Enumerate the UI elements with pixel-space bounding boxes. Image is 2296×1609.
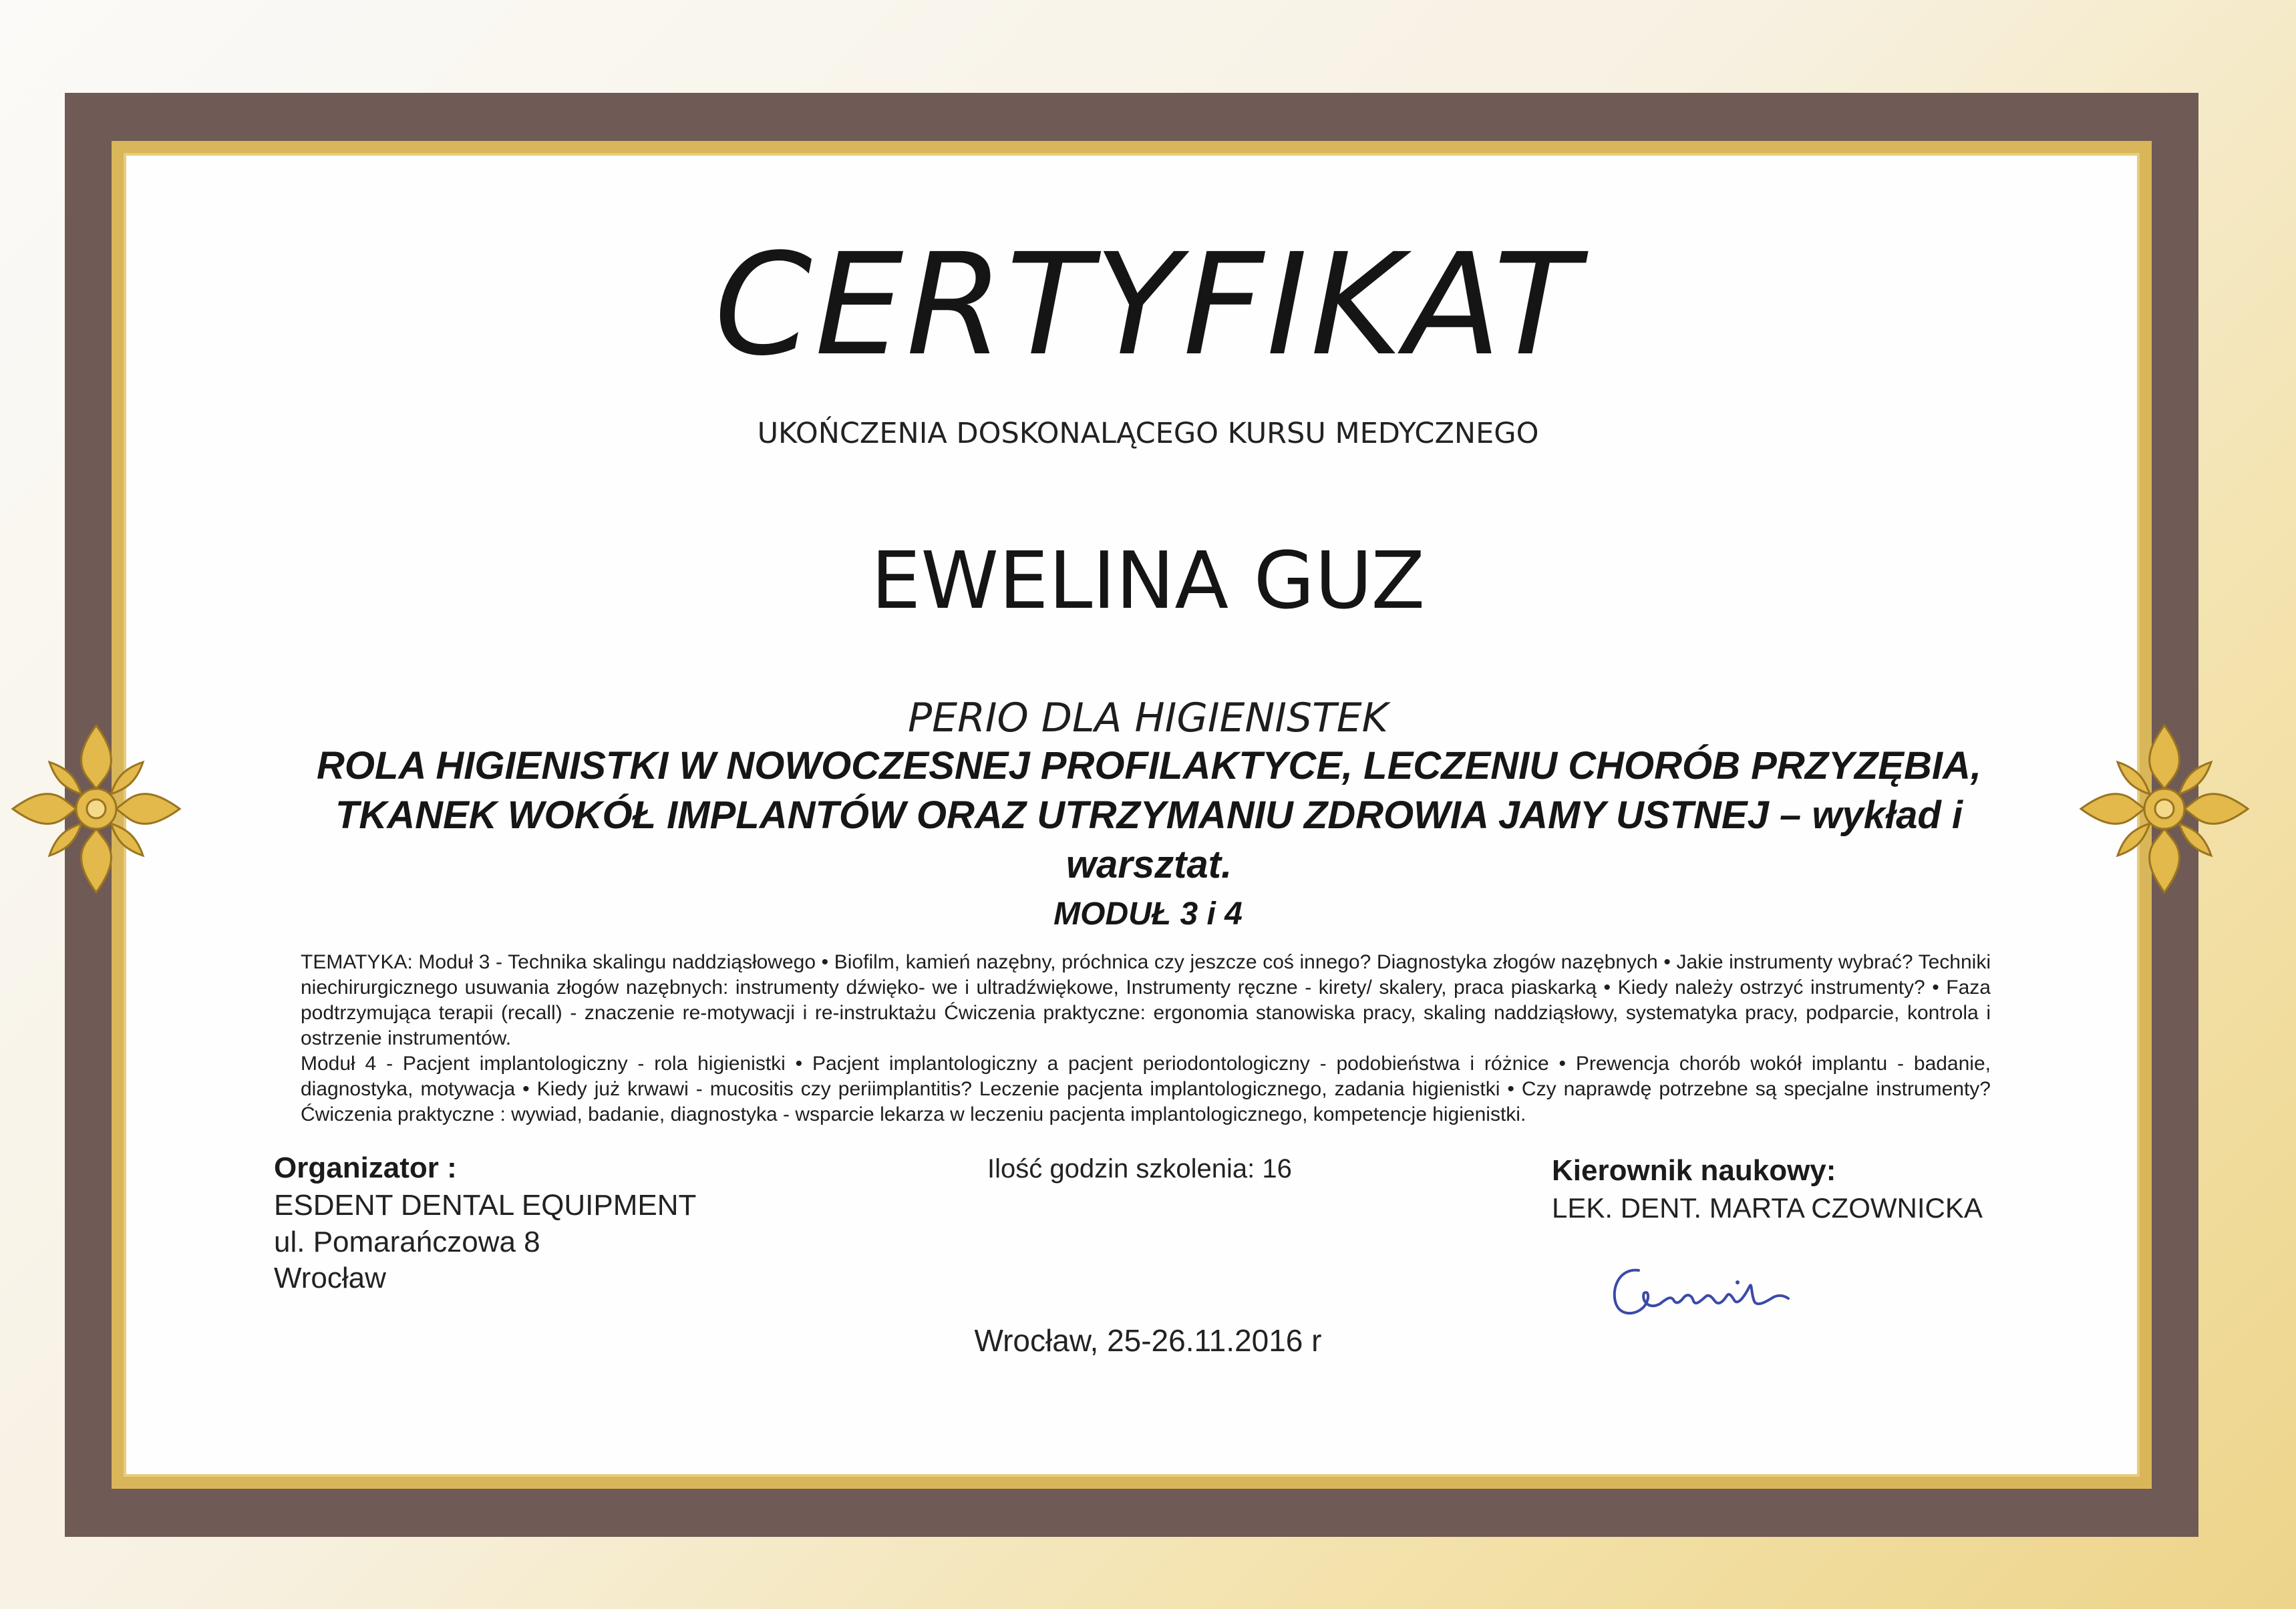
fleur-ornament-icon — [2078, 719, 2251, 899]
topics-module-3: TEMATYKA: Moduł 3 - Technika skalingu naddziąsłowego • Biofilm, kamień nazębny, próchnica czy jeszcze coś innego? Diagnostyka złogów nazębnych • Jakie instrumenty wybrać? Techniki niechirurgicznego usuwania złogów nazębnych: instrumenty dźwięko- we i ultradźwiękowe, Instrumenty ręczne - kirety/ skalery, praca piaskarką • Kiedy należy ostrzyć instrumenty? • Faza podtrzymująca terapii (recall) - znaczenie re-motywacji i re-instruktażu Ćwiczenia praktyczne: ergonomia stanowiska pracy, skaling naddziąsłowy, systematyka pracy, podparcie, kontrola i ostrzenie instrumentów. — [301, 951, 1991, 1049]
signature-image — [1607, 1256, 1800, 1329]
recipient-name: EWELINA GUZ — [870, 534, 1426, 627]
place-and-date: Wrocław, 25-26.11.2016 r — [974, 1323, 1322, 1358]
organizer-city: Wrocław — [274, 1262, 386, 1294]
course-topics — [301, 950, 1991, 1127]
certificate-subtitle: UKOŃCZENIA DOSKONALĄCEGO KURSU MEDYCZNEGO — [757, 417, 1539, 450]
training-hours: Ilość godzin szkolenia: 16 — [987, 1154, 1292, 1184]
organizer-street: ul. Pomarańczowa 8 — [274, 1226, 540, 1258]
fleur-ornament-icon — [9, 719, 183, 899]
course-title: ROLA HIGIENISTKI W NOWOCZESNEJ PROFILAKTYCE, LECZENIU CHORÓB PRZYZĘBIA, TKANEK WOKÓŁ IMPLANTÓW ORAZ UTRZYMANIU ZDROWIA JAMY USTNEJ – wykład i warsztat. — [317, 744, 1981, 886]
topics-module-4: Moduł 4 - Pacjent implantologiczny - rola higienistki • Pacjent implantologiczny a pacjent periodontologiczny - podobieństwa i różnice • Prewencja chorób wokół implantu - badanie, diagnostyka, motywacja • Kiedy już krwawi - mucositis czy periimplantitis? Leczenie pacjenta implantologicznego, zadania higienistki • Czy naprawdę potrzebne są specjalne instrumenty? Ćwiczenia praktyczne : wywiad, badanie, diagnostyka - wsparcie lekarza w leczeniu pacjenta implantologicznego, kompetencje higienistki. — [301, 1053, 1991, 1125]
module-title: MODUŁ 3 i 4 — [1053, 896, 1243, 932]
course-series: PERIO DLA HIGIENISTEK — [907, 695, 1388, 741]
organizer-name: ESDENT DENTAL EQUIPMENT — [274, 1189, 697, 1222]
organizer-label: Organizator : — [274, 1151, 457, 1184]
director-label: Kierownik naukowy: — [1552, 1154, 1836, 1187]
certificate-title: CERTYFIKAT — [714, 223, 1582, 387]
director-name: LEK. DENT. MARTA CZOWNICKA — [1552, 1192, 1983, 1224]
